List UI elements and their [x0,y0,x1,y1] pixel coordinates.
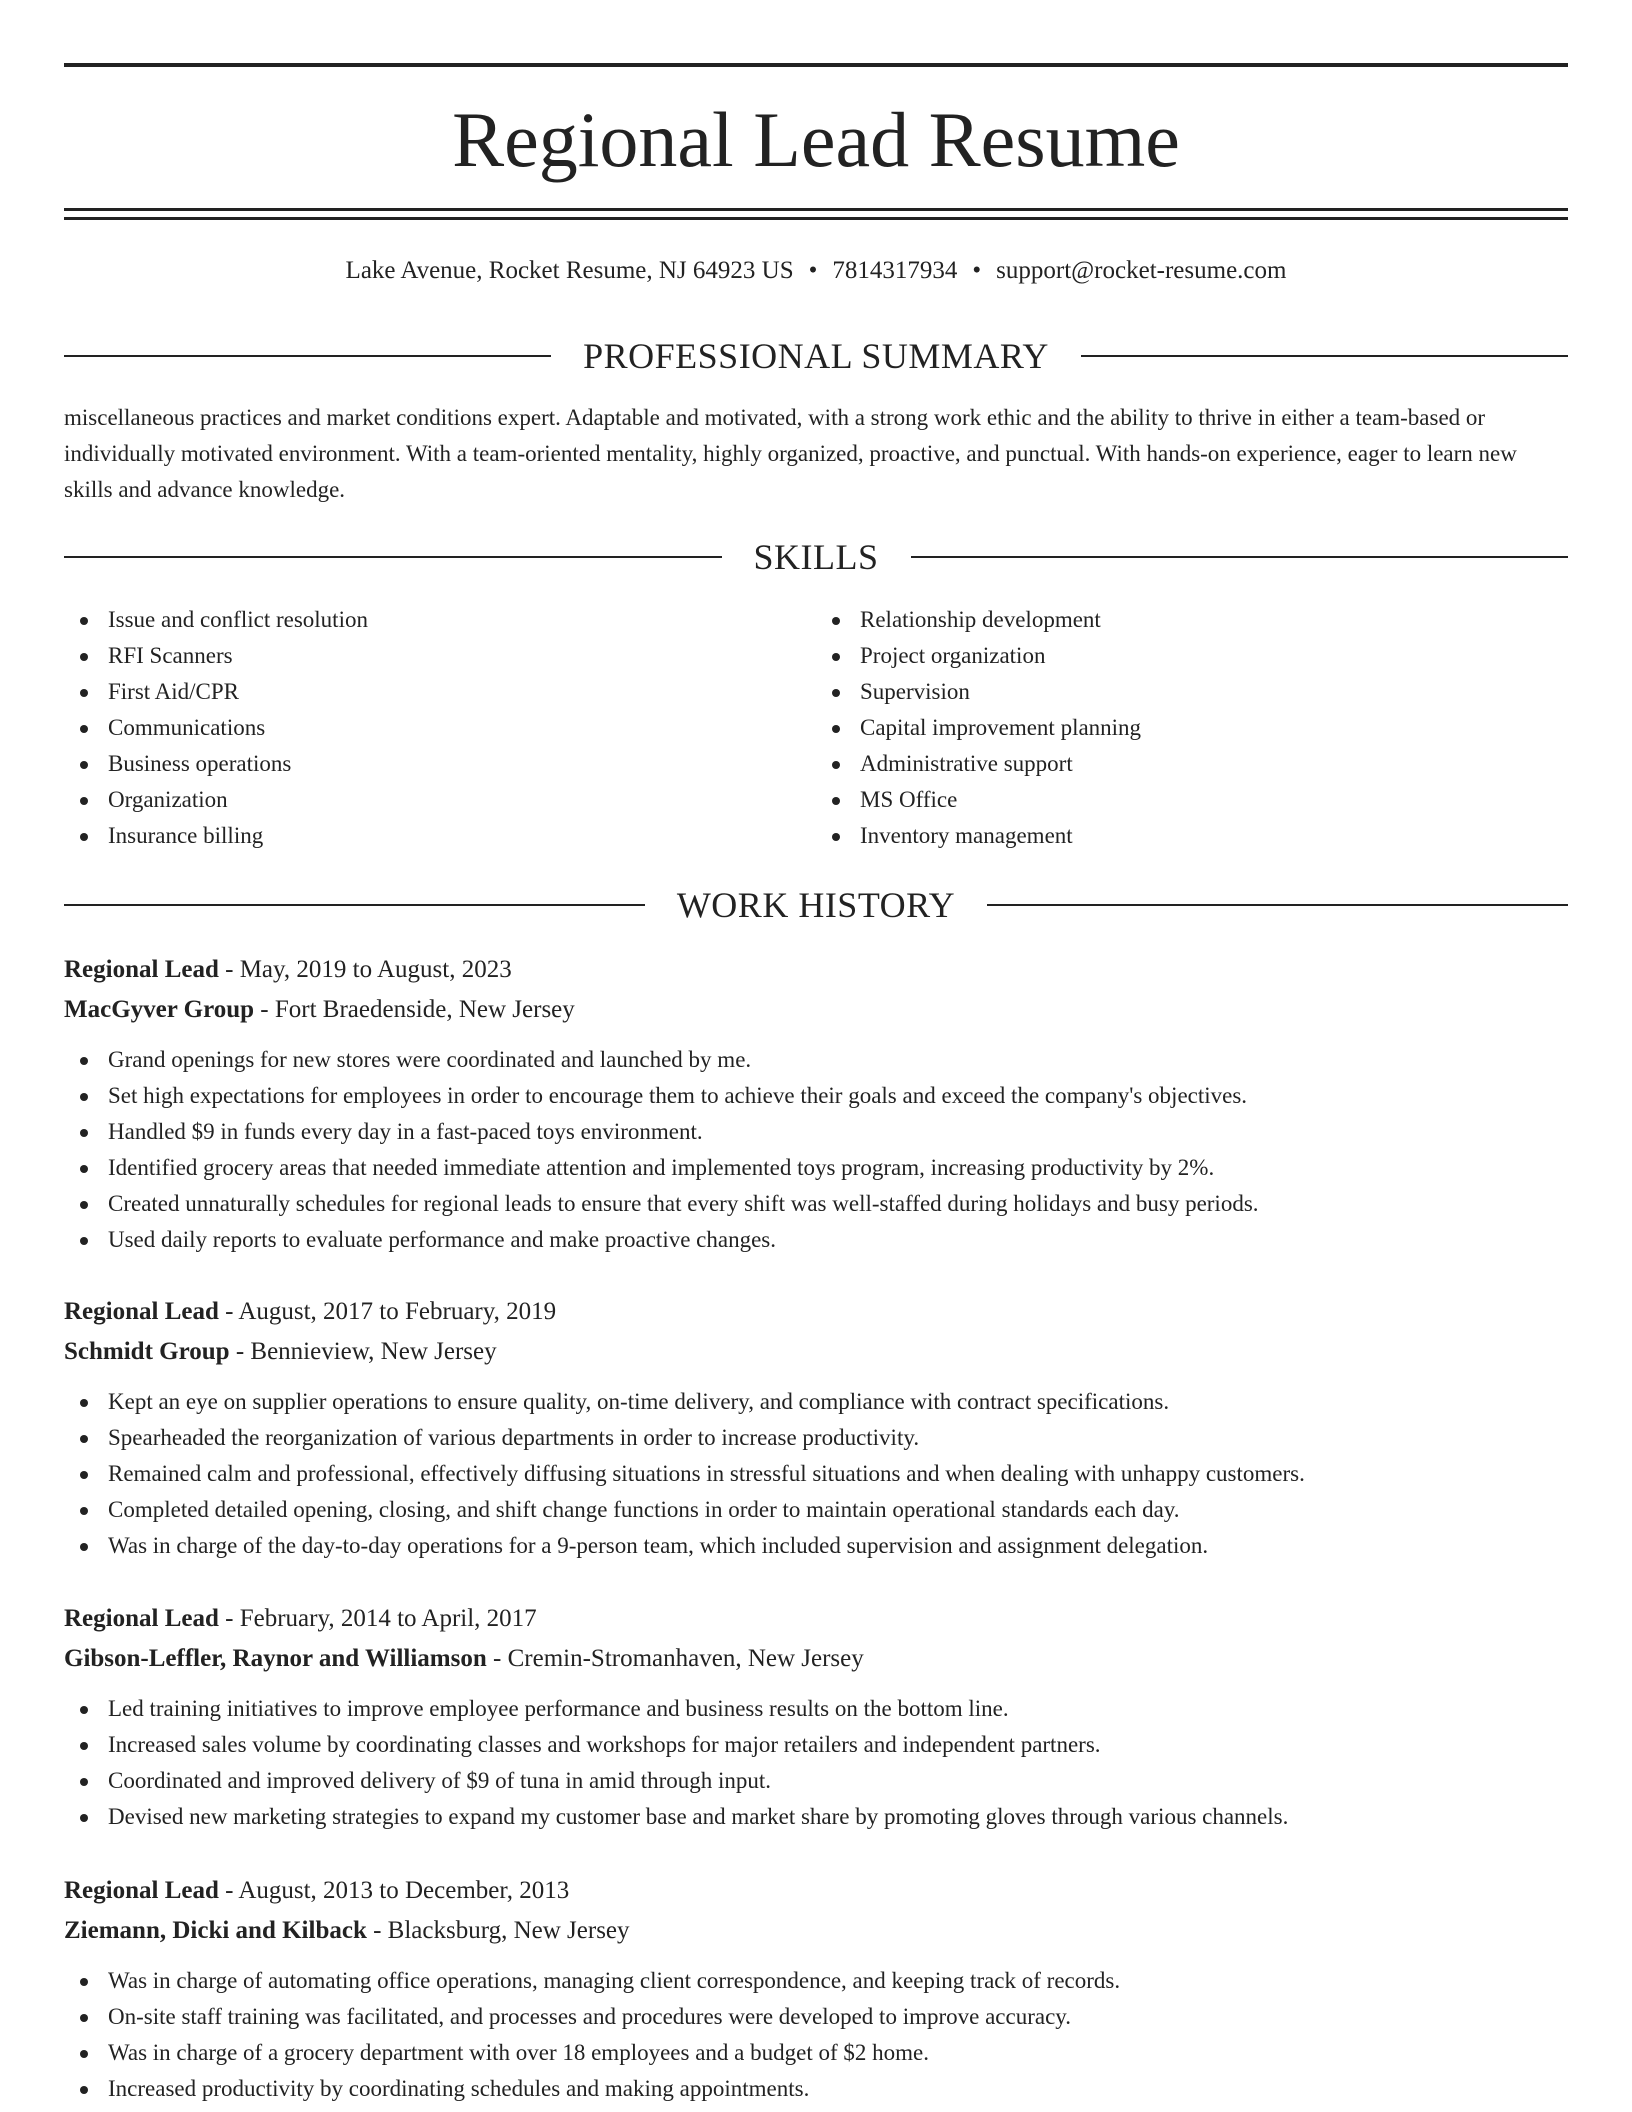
section-heading-skills [64,535,1568,579]
divider [64,904,645,906]
skill-item: Capital improvement planning [816,710,1568,746]
skill-item: MS Office [816,782,1568,818]
list-item: Grand openings for new stores were coordinated and launched by me. [64,1042,1568,1078]
job-company-line [64,990,1568,1030]
list-item: Kept an eye on supplier operations to ensure quality, on-time delivery, and compliance with contract specifications. [64,1384,1568,1420]
job-title-line [64,1871,1568,1911]
job-company-line [64,1332,1568,1372]
skill-item: Business operations [64,746,816,782]
skill-item: Project organization [816,638,1568,674]
skill-item: First Aid/CPR [64,674,816,710]
job-title: Regional Lead [64,1298,219,1325]
job-title: Regional Lead [64,1877,219,1904]
divider [911,556,1569,558]
skill-item: Issue and conflict resolution [64,602,816,638]
list-item: Handled $9 in funds every day in a fast-paced toys environment. [64,1114,1568,1150]
list-item: Was in charge of a grocery department with over 18 employees and a budget of $2 home. [64,2035,1568,2071]
contact-phone: 7814317934 [832,257,958,284]
list-item: Led training initiatives to improve employee performance and business results on the bottom line. [64,1691,1568,1727]
job-location: - Bennieview, New Jersey [229,1338,497,1365]
title-double-rule [64,208,1568,220]
list-item: Was in charge of automating office operations, managing client correspondence, and keeping track of records. [64,1963,1568,1999]
skill-item: RFI Scanners [64,638,816,674]
job-duties [64,1963,1568,2107]
section-title: PROFESSIONAL SUMMARY [583,336,1049,376]
job-company: MacGyver Group [64,996,255,1023]
job-entry [64,1599,1568,1835]
job-company: Gibson-Leffler, Raynor and Williamson [64,1645,487,1672]
job-company-line [64,1911,1568,1951]
skill-item: Inventory management [816,818,1568,854]
list-item: Coordinated and improved delivery of $9 of tuna in amid through input. [64,1763,1568,1799]
list-item: Devised new marketing strategies to expand my customer base and market share by promoting gloves through various channels. [64,1799,1568,1835]
section-title: WORK HISTORY [676,885,956,925]
contact-separator: • [972,257,982,284]
list-item: Remained calm and professional, effectively diffusing situations in stressful situations and when dealing with unhappy customers. [64,1456,1568,1492]
contact-line [64,254,1568,288]
list-item: On-site staff training was facilitated, and processes and procedures were developed to improve accuracy. [64,1999,1568,2035]
skill-item: Administrative support [816,746,1568,782]
skill-item: Supervision [816,674,1568,710]
job-company-line [64,1639,1568,1679]
job-title: Regional Lead [64,1605,219,1632]
list-item: Completed detailed opening, closing, and shift change functions in order to maintain operational standards each day. [64,1492,1568,1528]
skills-list [64,602,1568,854]
job-entry [64,950,1568,1258]
job-entry [64,1871,1568,2107]
job-duties [64,1384,1568,1564]
page-title: Regional Lead Resume [452,96,1180,183]
job-duties [64,1042,1568,1258]
skills-column-left [64,602,816,854]
list-item: Increased productivity by coordinating schedules and making appointments. [64,2071,1568,2107]
divider [64,355,551,357]
section-heading-work-history [64,883,1568,927]
job-title-line [64,1292,1568,1332]
list-item: Created unnaturally schedules for regional leads to ensure that every shift was well-staffed during holidays and busy periods. [64,1186,1568,1222]
job-duties [64,1691,1568,1835]
list-item: Spearheaded the reorganization of various departments in order to increase productivity. [64,1420,1568,1456]
skill-item: Organization [64,782,816,818]
job-location: - Cremin-Stromanhaven, New Jersey [486,1645,864,1672]
top-rule [64,63,1568,67]
skill-item: Insurance billing [64,818,816,854]
list-item: Identified grocery areas that needed immediate attention and implemented toys program, increasing productivity by 2%. [64,1150,1568,1186]
job-dates: - May, 2019 to August, 2023 [218,956,512,983]
job-entry [64,1292,1568,1564]
job-dates: - February, 2014 to April, 2017 [218,1605,537,1632]
job-title: Regional Lead [64,956,219,983]
list-item: Used daily reports to evaluate performance and make proactive changes. [64,1222,1568,1258]
section-heading-summary [64,334,1568,378]
job-company: Ziemann, Dicki and Kilback [64,1917,367,1944]
job-dates: - August, 2013 to December, 2013 [218,1877,570,1904]
job-company: Schmidt Group [64,1338,230,1365]
contact-address: Lake Avenue, Rocket Resume, NJ 64923 US [345,257,794,284]
contact-separator: • [808,257,818,284]
divider [987,904,1568,906]
list-item: Was in charge of the day-to-day operations for a 9-person team, which included supervision and assignment delegation. [64,1528,1568,1564]
job-location: - Blacksburg, New Jersey [366,1917,630,1944]
skill-item: Relationship development [816,602,1568,638]
job-title-line [64,950,1568,990]
skill-item: Communications [64,710,816,746]
job-dates: - August, 2017 to February, 2019 [218,1298,557,1325]
job-title-line [64,1599,1568,1639]
job-location: - Fort Braedenside, New Jersey [254,996,575,1023]
list-item: Increased sales volume by coordinating classes and workshops for major retailers and independent partners. [64,1727,1568,1763]
contact-email: support@rocket-resume.com [996,257,1287,284]
summary-text: miscellaneous practices and market conditions expert. Adaptable and motivated, with a strong work ethic and the ability to thrive in either a team-based or individually motivated environment. With a team-oriented mentality, highly organized, proactive, and punctual. With hands-on experience, eager to learn new skills and advance knowledge. [64,405,1517,502]
section-title: SKILLS [753,537,879,577]
divider [1081,355,1568,357]
skills-column-right [816,602,1568,854]
list-item: Set high expectations for employees in order to encourage them to achieve their goals and exceed the company's objectives. [64,1078,1568,1114]
divider [64,556,722,558]
